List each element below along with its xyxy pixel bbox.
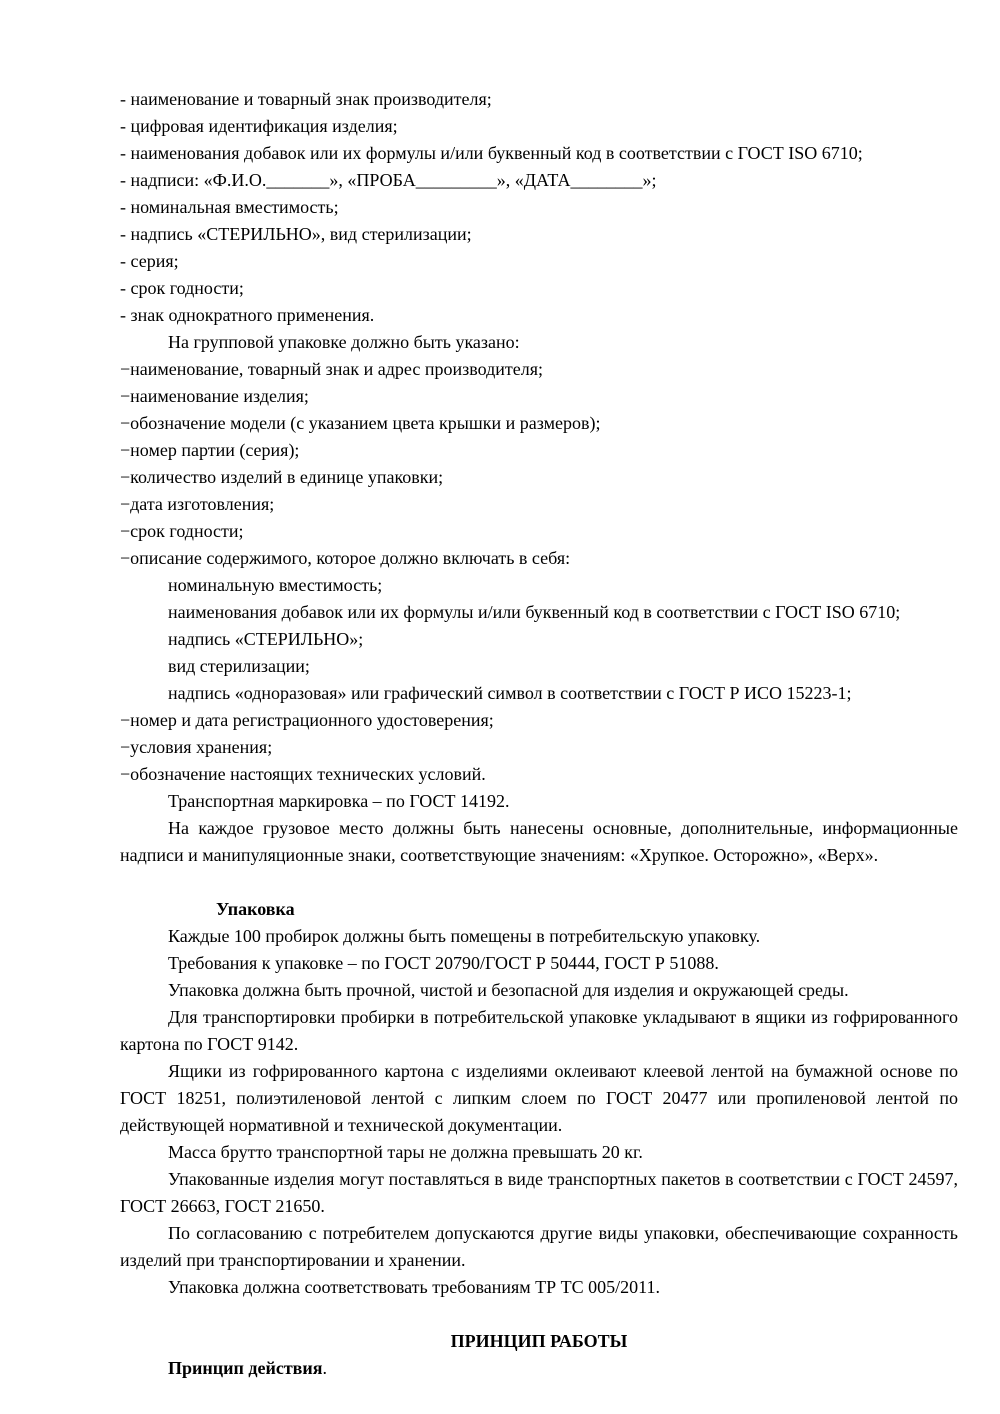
paragraph-31: Упаковка должна быть прочной, чистой и безопасной для изделия и окружающей среды. [168, 980, 849, 1000]
paragraph-25: −обозначение настоящих технических условий. [120, 764, 486, 784]
paragraph-14: −количество изделий в единице упаковки; [120, 467, 444, 487]
paragraph-23: −номер и дата регистрационного удостоверения; [120, 710, 494, 730]
paragraph-22: надпись «одноразовая» или графический символ в соответствии с ГОСТ Р ИСО 15223-1; [168, 683, 852, 703]
paragraph-37: Упаковка должна соответствовать требованиям ТР ТС 005/2011. [168, 1277, 660, 1297]
paragraph-5: - надпись «СТЕРИЛЬНО», вид стерилизации; [120, 224, 472, 244]
paragraph-15: −дата изготовления; [120, 494, 275, 514]
paragraph-19: наименования добавок или их формулы и/или буквенный код в соответствии с ГОСТ ISO 6710; [168, 602, 901, 622]
paragraph-0: - наименование и товарный знак производителя; [120, 89, 492, 109]
document-body [120, 86, 958, 1382]
lead-bold-text: Принцип действия [168, 1358, 323, 1378]
paragraph-4: - номинальная вместимость; [120, 197, 339, 217]
paragraph-10: −наименование, товарный знак и адрес производителя; [120, 359, 543, 379]
paragraph-34: Масса брутто транспортной тары не должна превышать 20 кг. [168, 1142, 643, 1162]
paragraph-29: Каждые 100 пробирок должны быть помещены в потребительскую упаковку. [168, 926, 761, 946]
paragraph-20: надпись «СТЕРИЛЬНО»; [168, 629, 364, 649]
paragraph-9: На групповой упаковке должно быть указано: [168, 332, 520, 352]
paragraph-27: На каждое грузовое место должны быть нанесены основные, дополнительные, информационные надписи и манипуляционные знаки, соответствующие значениям: «Хрупкое. Осторожно», «Верх». [120, 818, 958, 865]
paragraph-32: Для транспортировки пробирки в потребительской упаковке укладывают в ящики из гофрированного картона по ГОСТ 9142. [120, 1007, 958, 1054]
paragraph-13: −номер партии (серия); [120, 440, 300, 460]
paragraph-7: - срок годности; [120, 278, 244, 298]
paragraph-16: −срок годности; [120, 521, 244, 541]
paragraph-35: Упакованные изделия могут поставляться в виде транспортных пакетов в соответствии с ГОСТ 24597, ГОСТ 26663, ГОСТ 21650. [120, 1169, 958, 1216]
paragraph-17: −описание содержимого, которое должно включать в себя: [120, 548, 571, 568]
paragraph-30: Требования к упаковке – по ГОСТ 20790/ГОСТ Р 50444, ГОСТ Р 51088. [168, 953, 719, 973]
section-heading-principle-of-operation: ПРИНЦИП РАБОТЫ [450, 1331, 628, 1351]
paragraph-11: −наименование изделия; [120, 386, 309, 406]
section-heading-packaging: Упаковка [216, 899, 295, 919]
paragraph-6: - серия; [120, 251, 179, 271]
paragraph-36: По согласованию с потребителем допускаются другие виды упаковки, обеспечивающие сохранность изделий при транспортировании и хранении. [120, 1223, 958, 1270]
paragraph-26: Транспортная маркировка – по ГОСТ 14192. [168, 791, 510, 811]
paragraph-3: - надписи: «Ф.И.О._______», «ПРОБА_________», «ДАТА________»; [120, 170, 657, 190]
paragraph-18: номинальную вместимость; [168, 575, 383, 595]
paragraph-12: −обозначение модели (с указанием цвета крышки и размеров); [120, 413, 601, 433]
paragraph-8: - знак однократного применения. [120, 305, 375, 325]
paragraph-1: - цифровая идентификация изделия; [120, 116, 398, 136]
paragraph-24: −условия хранения; [120, 737, 273, 757]
paragraph-2: - наименования добавок или их формулы и/или буквенный код в соответствии с ГОСТ ISO 6710; [120, 143, 863, 163]
paragraph-33: Ящики из гофрированного картона с изделиями оклеивают клеевой лентой на бумажной основе по ГОСТ 18251, полиэтиленовой лентой с липким слоем по ГОСТ 20477 или пропиленовой лентой по действующей нормативной и технической документации. [120, 1061, 958, 1135]
principle-lead-paragraph: Принцип действия. [168, 1358, 327, 1378]
paragraph-21: вид стерилизации; [168, 656, 310, 676]
